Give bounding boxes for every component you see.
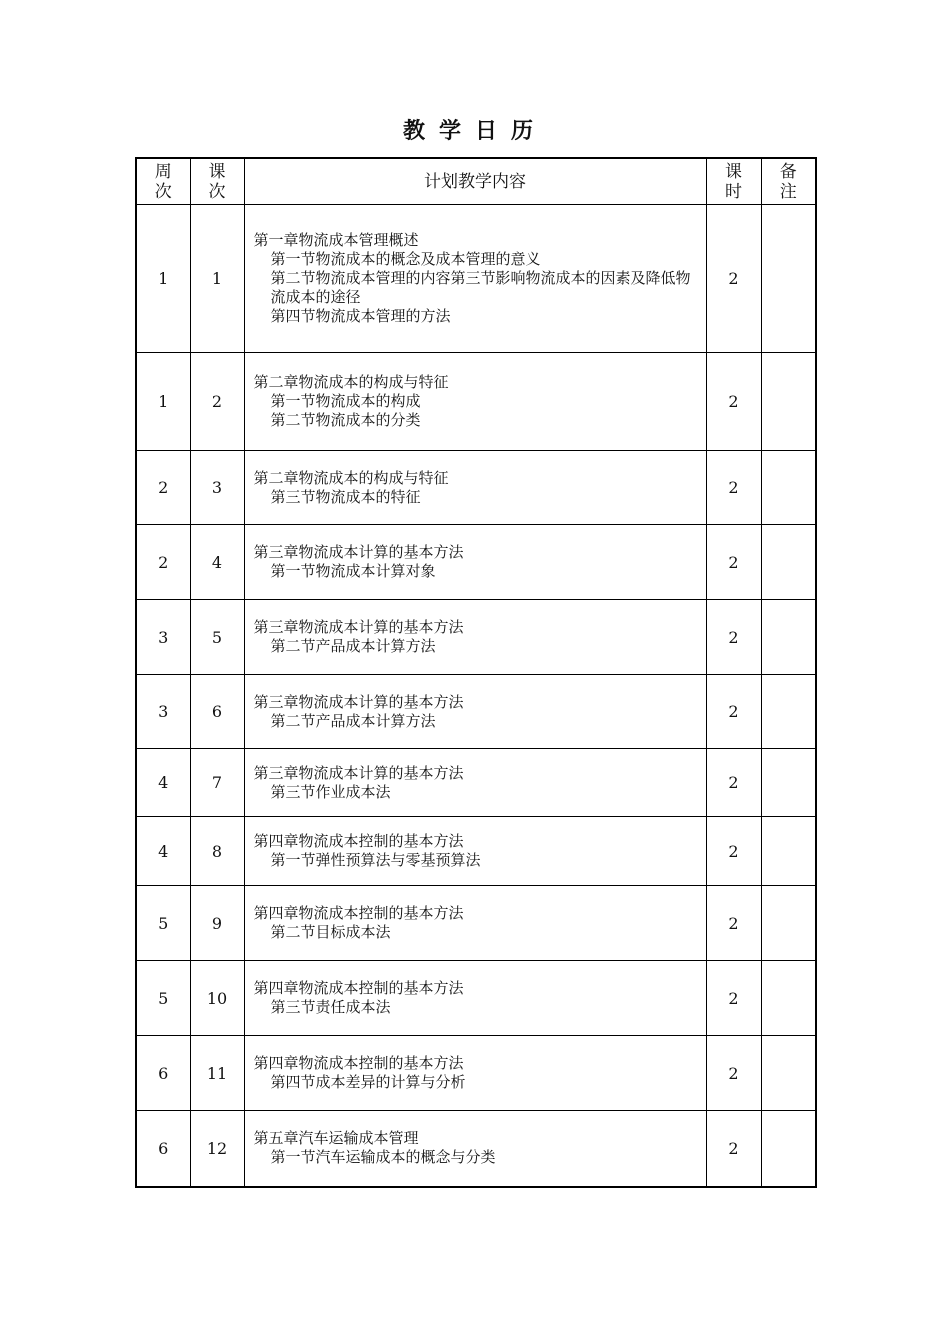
week-cell: 5 (136, 886, 190, 961)
header-hours: 课 时 (706, 158, 761, 205)
hours-cell: 2 (706, 600, 761, 675)
notes-cell (761, 886, 816, 961)
chapter-title: 第三章物流成本计算的基本方法 (253, 618, 464, 636)
header-row (136, 158, 816, 205)
week-cell: 4 (136, 817, 190, 886)
week-cell: 6 (136, 1111, 190, 1187)
notes-cell (761, 353, 816, 451)
content-cell (244, 525, 706, 600)
lesson-cell: 8 (190, 817, 244, 886)
hours-cell: 2 (706, 817, 761, 886)
content-cell (244, 886, 706, 961)
section-title: 第二节产品成本计算方法 (270, 637, 436, 655)
lesson-cell: 11 (190, 1036, 244, 1111)
lesson-cell: 6 (190, 675, 244, 749)
header-lesson: 课 次 (190, 158, 244, 205)
section-title: 第一节物流成本的构成 (270, 392, 421, 410)
table-row (136, 749, 816, 817)
week-cell: 3 (136, 675, 190, 749)
notes-cell (761, 675, 816, 749)
section-title: 第三节物流成本的特征 (270, 487, 421, 506)
table-row (136, 451, 816, 525)
hours-cell: 2 (706, 886, 761, 961)
week-cell: 1 (136, 353, 190, 451)
notes-cell (761, 205, 816, 353)
notes-cell (761, 600, 816, 675)
hours-cell: 2 (706, 205, 761, 353)
section-title: 第三节责任成本法 (270, 998, 391, 1016)
table-row (136, 675, 816, 749)
notes-cell (761, 749, 816, 817)
hours-cell: 2 (706, 1036, 761, 1111)
section-title: 第一节汽车运输成本的概念与分类 (270, 1148, 496, 1167)
header-content: 计划教学内容 (244, 158, 706, 205)
section-title: 第二节物流成本管理的内容第三节影响物流成本的因素及降低物流成本的途径 (270, 269, 691, 306)
notes-cell (761, 817, 816, 886)
table-row (136, 205, 816, 353)
table-row (136, 1111, 816, 1187)
notes-cell (761, 961, 816, 1036)
table-row (136, 886, 816, 961)
lesson-cell: 3 (190, 451, 244, 525)
lesson-cell: 12 (190, 1111, 244, 1187)
content-cell (244, 600, 706, 675)
week-cell: 2 (136, 525, 190, 600)
week-cell: 1 (136, 205, 190, 353)
chapter-title: 第四章物流成本控制的基本方法 (253, 832, 464, 850)
section-title: 第三节作业成本法 (270, 782, 391, 801)
section-title: 第一节物流成本的概念及成本管理的意义 (270, 250, 541, 268)
lesson-cell: 2 (190, 353, 244, 451)
hours-cell: 2 (706, 353, 761, 451)
section-title: 第一节物流成本计算对象 (270, 562, 436, 580)
section-title: 第二节物流成本的分类 (270, 411, 421, 429)
table-row (136, 525, 816, 600)
chapter-title: 第三章物流成本计算的基本方法 (253, 543, 464, 561)
header-week: 周 次 (136, 158, 190, 205)
content-cell (244, 205, 706, 353)
content-cell (244, 961, 706, 1036)
table-row (136, 961, 816, 1036)
hours-cell: 2 (706, 525, 761, 600)
lesson-cell: 1 (190, 205, 244, 353)
lesson-cell: 4 (190, 525, 244, 600)
hours-cell: 2 (706, 1111, 761, 1187)
hours-cell: 2 (706, 675, 761, 749)
chapter-title: 第二章物流成本的构成与特征 (253, 468, 449, 487)
table-row (136, 1036, 816, 1111)
content-cell (244, 353, 706, 451)
content-cell (244, 675, 706, 749)
chapter-title: 第四章物流成本控制的基本方法 (253, 979, 464, 997)
notes-cell (761, 1111, 816, 1187)
chapter-title: 第一章物流成本管理概述 (253, 231, 419, 249)
hours-cell: 2 (706, 451, 761, 525)
section-title: 第四节成本差异的计算与分析 (270, 1073, 466, 1091)
lesson-cell: 7 (190, 749, 244, 817)
table-row (136, 600, 816, 675)
lesson-cell: 9 (190, 886, 244, 961)
section-title: 第二节目标成本法 (270, 923, 391, 941)
section-title: 第一节弹性预算法与零基预算法 (270, 851, 481, 869)
table-row (136, 817, 816, 886)
teaching-calendar-table (135, 157, 817, 1188)
hours-cell: 2 (706, 749, 761, 817)
week-cell: 3 (136, 600, 190, 675)
notes-cell (761, 525, 816, 600)
content-cell (244, 817, 706, 886)
chapter-title: 第五章汽车运输成本管理 (253, 1129, 419, 1148)
chapter-title: 第三章物流成本计算的基本方法 (253, 763, 464, 782)
header-notes: 备 注 (761, 158, 816, 205)
chapter-title: 第四章物流成本控制的基本方法 (253, 1054, 464, 1072)
hours-cell: 2 (706, 961, 761, 1036)
table-row (136, 353, 816, 451)
content-cell (244, 1036, 706, 1111)
chapter-title: 第四章物流成本控制的基本方法 (253, 904, 464, 922)
content-cell (244, 451, 706, 525)
week-cell: 5 (136, 961, 190, 1036)
week-cell: 4 (136, 749, 190, 817)
section-title: 第二节产品成本计算方法 (270, 711, 436, 730)
page-title: 教学日历 (402, 119, 547, 144)
lesson-cell: 5 (190, 600, 244, 675)
content-cell (244, 749, 706, 817)
notes-cell (761, 451, 816, 525)
week-cell: 2 (136, 451, 190, 525)
section-title: 第四节物流成本管理的方法 (270, 307, 451, 325)
chapter-title: 第三章物流成本计算的基本方法 (253, 692, 464, 711)
chapter-title: 第二章物流成本的构成与特征 (253, 373, 449, 391)
lesson-cell: 10 (190, 961, 244, 1036)
week-cell: 6 (136, 1036, 190, 1111)
content-cell (244, 1111, 706, 1187)
notes-cell (761, 1036, 816, 1111)
